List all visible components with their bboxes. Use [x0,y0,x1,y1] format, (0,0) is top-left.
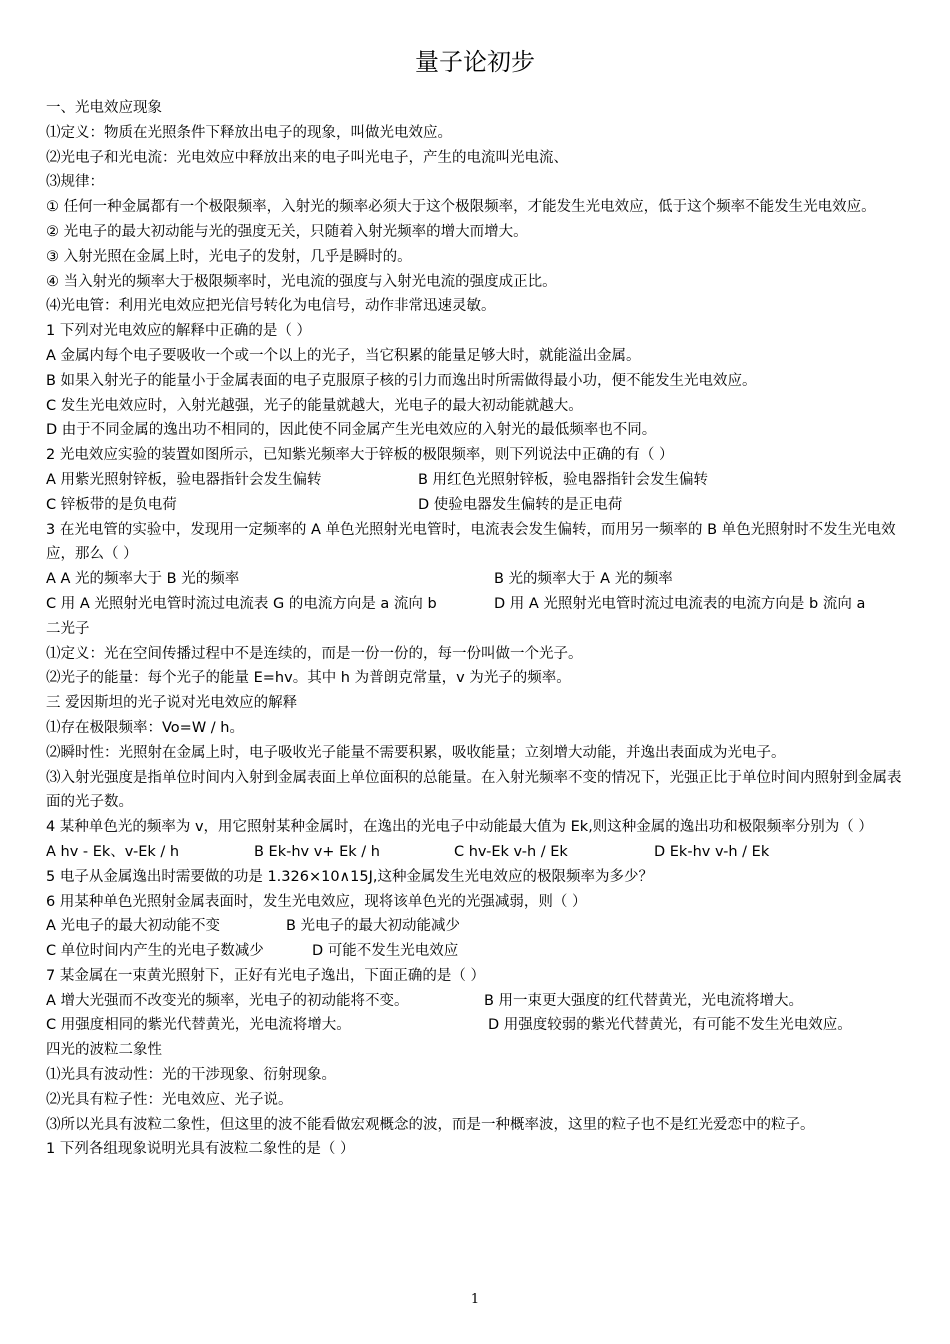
question-1-option-a: A 金属内每个电子要吸收一个或一个以上的光子，当它积累的能量足够大时，就能溢出金属。 [46,347,641,364]
section-heading-3: 三 爱因斯坦的光子说对光电效应的解释 [46,695,298,712]
question-7-option-c: C 用强度相同的紫光代替黄光，光电流将增大。 [46,1017,351,1034]
question-7-option-d: D 用强度较弱的紫光代替黄光，有可能不发生光电效应。 [488,1017,852,1034]
question-4-option-d: D Ek-hv v-h / Ek [654,843,770,860]
paragraph: ⑷光电管：利用光电效应把光信号转化为电信号，动作非常迅速灵敏。 [46,298,496,315]
section-heading-1: 一、光电效应现象 [46,100,162,116]
question-6-options-ab [46,914,908,939]
question-3-options-ab [46,567,908,592]
question-7-option-a: A 增大光强而不改变光的频率，光电子的初动能将不变。 [46,992,409,1009]
paragraph: ⑶规律： [46,174,104,191]
question-6-option-a: A 光电子的最大初动能不变 [46,918,221,935]
question-2-option-a: A 用紫光照射锌板，验电器指针会发生偏转 [46,471,322,488]
question-1-option-c: C 发生光电效应时，入射光越强，光子的能量就越大，光电子的最大初动能就越大。 [46,397,583,414]
question-7-options-cd [46,1013,908,1038]
question-6-stem: 6 用某种单色光照射金属表面时，发生光电效应，现将该单色光的光强减弱，则（ ） [46,893,587,910]
question-3-stem: 3 在光电管的实验中，发现用一定频率的 A 单色光照射光电管时，电流表会发生偏转，而用另一频率的 B 单色光照射时不发生光电效应，那么（ ） [46,521,896,563]
question-6-option-d: D 可能不发生光电效应 [312,943,459,960]
question-5-stem: 5 电子从金属逸出时需要做的功是 1.326×10∧15J,这种金属发生光电效应的极限频率为多少？ [46,868,654,885]
question-4-option-a: A hv - Ek、v-Ek / h [46,843,180,860]
paragraph: ⑴存在极限频率：Vo=W / h。 [46,719,244,736]
question-2-option-d: D 使验电器发生偏转的是正电荷 [418,496,623,513]
question-4-options [46,840,908,865]
paragraph: ⑵光具有粒子性：光电效应、光子说。 [46,1091,293,1108]
question-1-stem: 1 下列对光电效应的解释中正确的是（ ） [46,323,311,340]
document-body [46,96,908,1162]
section-heading-2: 二光子 [46,620,90,637]
question-8-stem: 1 下列各组现象说明光具有波粒二象性的是（ ） [46,1141,355,1158]
question-3-option-b: B 光的频率大于 A 光的频率 [494,571,673,588]
question-4-option-c: C hv-Ek v-h / Ek [454,843,568,860]
question-3-option-a: A A 光的频率大于 B 光的频率 [46,571,240,588]
question-3-option-c: C 用 A 光照射光电管时流过电流表 G 的电流方向是 a 流向 b [46,595,437,612]
page-title: 量子论初步 [415,48,535,76]
question-2-option-c: C 锌板带的是负电荷 [46,496,177,513]
question-1-option-b: B 如果入射光子的能量小于金属表面的电子克服原子核的引力而逸出时所需做得最小功，便不能发生光电效应。 [46,372,757,389]
rule-item-4: ④ 当入射光的频率大于极限频率时，光电流的强度与入射光电流的强度成正比。 [46,273,557,290]
question-4-option-b: B Ek-hv v+ Ek / h [254,843,380,860]
question-1-option-d: D 由于不同金属的逸出功不相同的，因此使不同金属产生光电效应的入射光的最低频率也不同。 [46,422,657,439]
question-2-options-ab [46,468,908,493]
question-4-stem: 4 某种单色光的频率为 v，用它照射某种金属时，在逸出的光电子中动能最大值为 Ek,则这种金属的逸出功和极限频率分别为（ ） [46,819,873,836]
paragraph: ⑶所以光具有波粒二象性，但这里的波不能看做宏观概念的波，而是一种概率波，这里的粒子也不是红光爱恋中的粒子。 [46,1116,815,1133]
paragraph: ⑶入射光强度是指单位时间内入射到金属表面上单位面积的总能量。在入射光频率不变的情况下，光强正比于单位时间内照射到金属表面的光子数。 [46,769,902,811]
paragraph: ⑵光电子和光电流：光电效应中释放出来的电子叫光电子，产生的电流叫光电流、 [46,149,568,166]
page-number: 1 [470,1292,480,1307]
question-7-stem: 7 某金属在一束黄光照射下，正好有光电子逸出，下面正确的是（ ） [46,967,485,984]
question-3-option-d: D 用 A 光照射光电管时流过电流表的电流方向是 b 流向 a [494,595,866,612]
paragraph: ⑴定义：物质在光照条件下释放出电子的现象，叫做光电效应。 [46,124,452,141]
paragraph: ⑴定义：光在空间传播过程中不是连续的，而是一份一份的，每一份叫做一个光子。 [46,645,583,662]
rule-item-2: ② 光电子的最大初动能与光的强度无关，只随着入射光频率的增大而增大。 [46,223,528,240]
question-7-options-ab [46,989,908,1014]
section-heading-4: 四光的波粒二象性 [46,1042,162,1059]
paragraph: ⑴光具有波动性：光的干涉现象、衍射现象。 [46,1067,336,1084]
question-2-options-cd [46,493,908,518]
question-6-option-b: B 光电子的最大初动能减少 [286,918,461,935]
question-3-options-cd [46,592,908,617]
question-6-option-c: C 单位时间内产生的光电子数减少 [46,943,264,960]
paragraph: ⑵光子的能量：每个光子的能量 E=hv。其中 h 为普朗克常量，v 为光子的频率。 [46,670,571,687]
question-6-options-cd [46,939,908,964]
question-7-option-b: B 用一束更大强度的红代替黄光，光电流将增大。 [484,992,804,1009]
rule-item-1: ① 任何一种金属都有一个极限频率，入射光的频率必须大于这个极限频率，才能发生光电效应，低于这个频率不能发生光电效应。 [46,199,876,216]
rule-item-3: ③ 入射光照在金属上时，光电子的发射，几乎是瞬时的。 [46,248,412,265]
question-2-option-b: B 用红色光照射锌板，验电器指针会发生偏转 [418,471,709,488]
question-2-stem: 2 光电效应实验的装置如图所示，已知紫光频率大于锌板的极限频率，则下列说法中正确的有（ ） [46,447,674,464]
paragraph: ⑵瞬时性：光照射在金属上时，电子吸收光子能量不需要积累，吸收能量；立刻增大动能，并逸出表面成为光电子。 [46,744,786,761]
